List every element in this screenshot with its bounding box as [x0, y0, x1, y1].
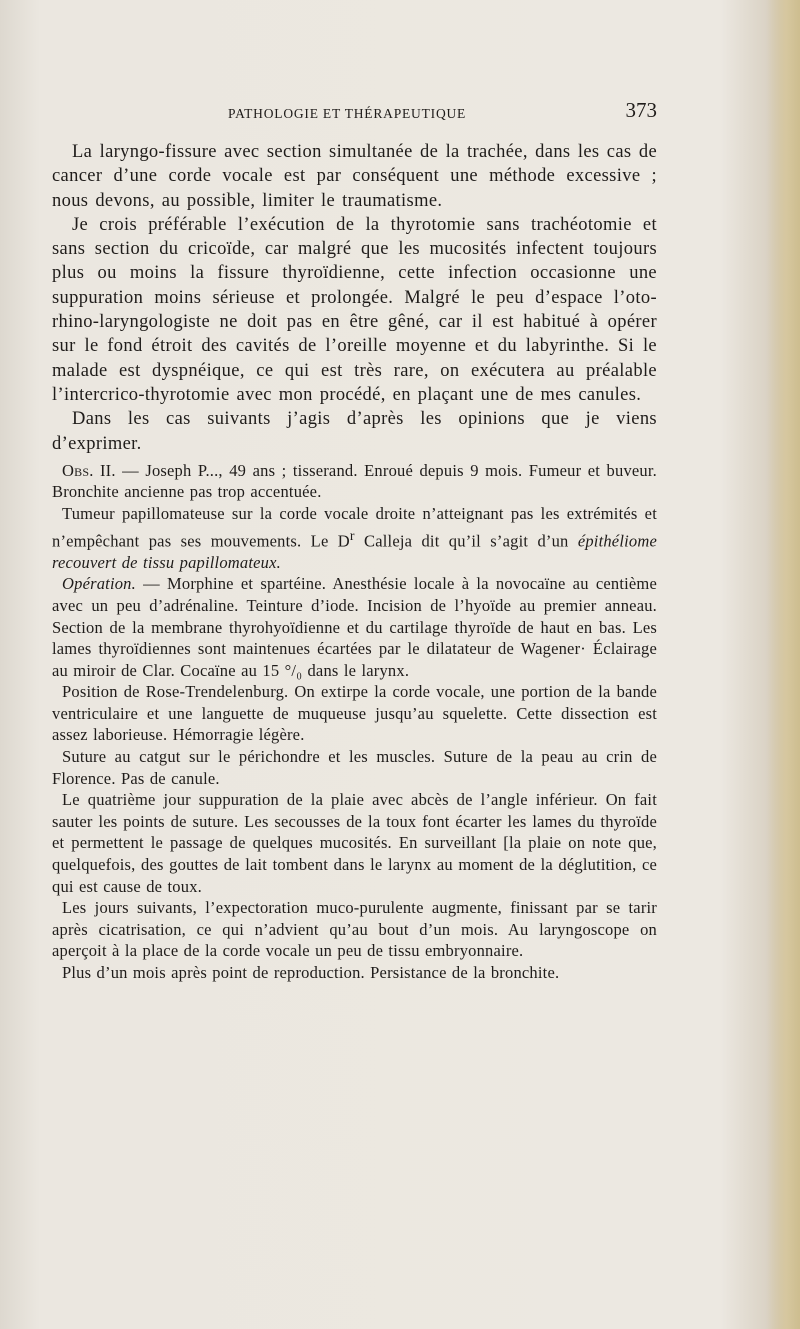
doctor-superscript: r [349, 527, 355, 543]
observation-intro: — Joseph P..., 49 ans ; tisserand. Enroué depuis 9 mois. Fumeur et buveur. Bronchite ancienne pas trop accentuée. [52, 460, 657, 502]
paragraph-jours-suivants: Les jours suivants, l’expectoration muco-purulente augmente, finissant par se tarir après cicatrisation, ce qui n’advient qu’au bout d’un mois. Au laryngoscope on aperçoit à la place de la corde vocale un peu de tissu embryonnaire. [52, 898, 657, 961]
paragraph-position: Position de Rose-Trendelenburg. On extirpe la corde vocale, une portion de la bande ventriculaire et une languette de muqueuse jusqu’au squelette. Cette dissection est assez laborieuse. Hémorragie légère. [52, 682, 657, 745]
observation-heading [52, 460, 657, 503]
page-binding-shadow [766, 0, 800, 1329]
running-header [52, 98, 657, 130]
observation-block [52, 460, 657, 984]
page-number: 373 [625, 98, 657, 122]
operation-label: Opération. [62, 574, 136, 594]
paragraph-suture: Suture au catgut sur le périchondre et les muscles. Suture de la peau au crin de Florence. Pas de canule. [52, 747, 657, 788]
page-content [52, 98, 657, 984]
paragraph-plus-dun-mois: Plus d’un mois après point de reproduction. Persistance de la bronchite. [62, 963, 560, 983]
paragraph-laryngo-fissure: La laryngo-fissure avec section simultanée de la trachée, dans les cas de cancer d’une corde vocale est par conséquent une méthode excessive ; nous devons, au possible, limiter le traumatisme. [52, 142, 657, 211]
tumeur-diagnosis: épithéliome recouvert de tissu papillomateux. [52, 531, 657, 572]
main-text [52, 140, 657, 456]
operation-text: — Morphine et spartéine. Anesthésie locale à la novocaïne au centième avec un peu d’adrénaline. Teinture d’iode. Incision de l’hyoïde au premier anneau. Section de la membrane thyrohyoïdienne et du cartilage thyroïde de haut en bas. Les lames thyroïdiennes sont maintenues écartées par le dilatateur de Wagener· Éclairage au miroir de Clar. Cocaïne au 15 °/₀ dans le larynx. [52, 574, 657, 680]
paragraph-operation [52, 573, 657, 681]
paragraph-tumeur [52, 503, 657, 573]
paragraph-thyrotomie: Je crois préférable l’exécution de la thyrotomie sans trachéotomie et sans section du cricoïde, car malgré que les mucosités infectent toujours plus ou moins la fissure thyroïdienne, cette infection occasionne une suppuration moins sérieuse et prolongée. Malgré le peu d’espace l’oto-rhino-laryngologiste ne doit pas en être gêné, car il est habitué à opérer sur le fond étroit des cavités de l’oreille moyenne et du labyrinthe. Si le malade est dyspnéique, ce qui est très rare, on exécutera au préalable l’intercrico-thyrotomie avec mon procédé, en plaçant une de mes canules. [52, 214, 657, 405]
running-title: PATHOLOGIE ET THÉRAPEUTIQUE [228, 106, 467, 121]
tumeur-text-2: Calleja dit qu’il s’agit d’un [354, 531, 578, 551]
paragraph-cas-suivants: Dans les cas suivants j’agis d’après les opinions que je viens d’exprimer. [52, 409, 657, 454]
observation-label: Obs. II. [62, 460, 116, 480]
paragraph-quatrieme-jour: Le quatrième jour suppuration de la plaie avec abcès de l’angle inférieur. On fait sauter les points de suture. Les secousses de la toux font écarter les lames du thyroïde et permettent le passage de quelques mucosités. En surveillant [la plaie on note que, quelquefois, des gouttes de lait tombent dans le larynx au moment de la déglutition, ce qui est cause de toux. [52, 790, 657, 896]
tumeur-text: Tumeur papillomateuse sur la corde vocale droite n’atteignant pas les extrémités et n’empêchant pas ses mouvements. Le D [52, 504, 657, 551]
